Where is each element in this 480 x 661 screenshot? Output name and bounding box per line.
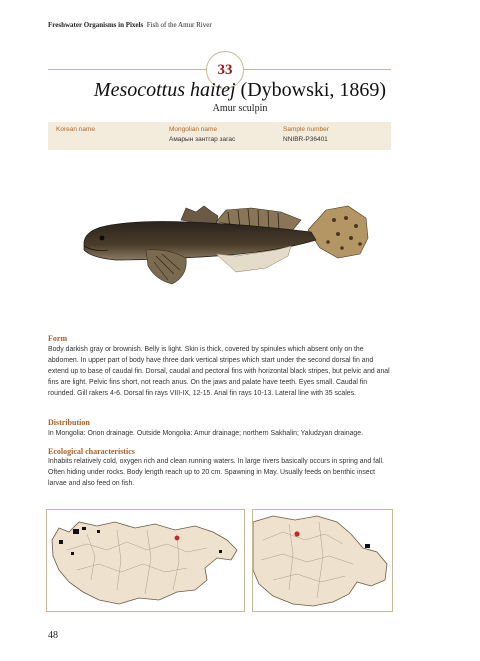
title-rule-left [48,69,206,70]
species-author: (Dybowski, 1869) [240,79,387,101]
species-title [0,79,480,102]
mongolian-name-label: Mongolian name [169,126,218,133]
sample-number-column [283,126,329,143]
title-rule-right [244,69,391,70]
ecology-heading: Ecological characteristics [48,447,135,456]
names-info-band [48,122,391,150]
mongolian-name-value: Амарын зантгар загас [169,136,236,143]
form-text: Body darkish gray or brownish. Belly is light. Skin is thick, covered by spinules which absent only on the abdomen. In upper part of body have three dark vertical stripes which start under the second dorsal fin and extend up to base of caudal fin. Dorsal, caudal and pectoral fins with horizontal black stripes, but pelvic and anal fins are light. Pelvic fins short, not reach anus. On the jaws and palate have teeth. Eyes small. Caudal fin rounded. Gill rakers 4-6. Dorsal fin rays VIII-IX, 12-15. Anal fin rays 10-13. Lateral line with 35 scales. [48,346,390,397]
mongolian-name-column [169,126,235,143]
fish-specimen-photo [76,200,372,296]
running-header [48,21,212,29]
ecology-text: Inhabits relatively cold, oxygen rich and clean running waters. In large rivers basically occurs in spring and fall. Often hiding under rocks. Body length reach up to 20 cm. Spawning in May. Usually feeds on benthic insect larvae and also feed on fish. [48,458,384,487]
onon-drainage-detail-map [252,509,393,612]
scientific-name: Mesocottus haitej [93,79,236,101]
series-title: Freshwater Organisms in Pixels [48,21,144,29]
korean-name-column [56,126,95,136]
distribution-heading: Distribution [48,418,90,427]
korean-name-label: Korean name [56,126,96,133]
common-name: Amur sculpin [212,103,268,114]
sample-number-value: NNIBR-P36401 [283,136,328,143]
species-number: 33 [217,61,233,78]
page-number: 48 [48,630,58,641]
distribution-text: In Mongolia: Onon drainage. Outside Mongolia: Amur drainage; northern Sakhalin; Yaludzyan drainage. [48,430,363,437]
sample-number-label: Sample number [283,126,329,133]
series-subtitle: Fish of the Amur River [146,21,212,29]
form-heading: Form [48,334,68,343]
mongolia-distribution-map [46,509,245,612]
